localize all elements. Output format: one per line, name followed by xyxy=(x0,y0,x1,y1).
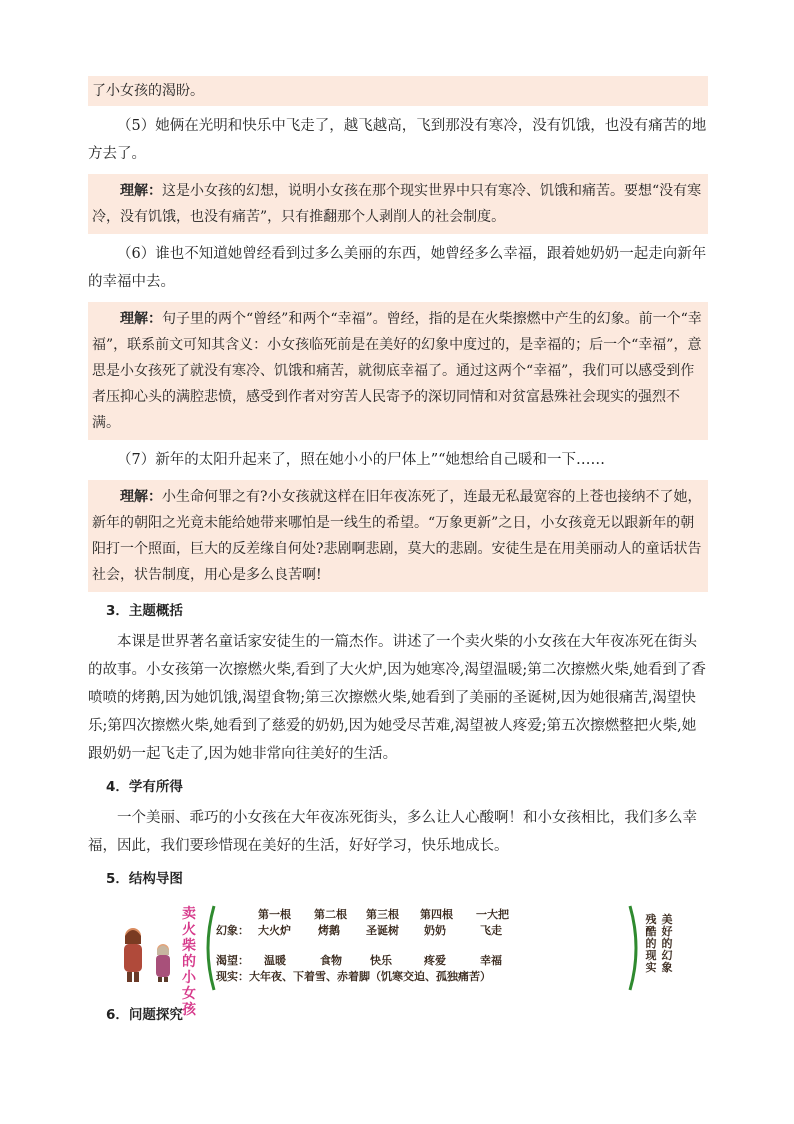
desire-label: 渴望： xyxy=(216,954,249,967)
illusion-3: 圣诞树 xyxy=(366,924,399,937)
section-heading-structure: 5．结构导图 xyxy=(106,871,183,887)
diagram-col-3: 第三根 xyxy=(366,908,399,921)
sentence-5: （5）她俩在光明和快乐中飞走了，越飞越高，飞到那没有寒冷，没有饥饿，也没有痛苦的地方去了。 xyxy=(88,118,707,162)
diagram-right-b: 残酷的现实 xyxy=(645,913,657,974)
understanding-label: 理解： xyxy=(120,489,162,505)
diagram-col-2: 第二根 xyxy=(314,908,347,921)
top-line: 了小女孩的渴盼。 xyxy=(92,83,204,99)
illusion-2: 烤鹅 xyxy=(318,924,340,937)
illusion-5: 飞走 xyxy=(480,924,502,937)
diagram-col-1: 第一根 xyxy=(258,908,291,921)
illusion-label: 幻象： xyxy=(216,924,249,937)
section-heading-theme: 3．主题概括 xyxy=(106,603,183,619)
understanding-text: 小生命何罪之有?小女孩就这样在旧年夜冻死了，连最无私最宽容的上苍也接纳不了她，新年的朝阳之光竟未能给她带来哪怕是一线生的希望。“万象更新”之日，小女孩竟无以跟新年的朝阳打一个照面，巨大的反差缘自何处?悲剧啊悲剧，莫大的悲剧。安徒生是在用美丽动人的童话状告社会，状告制度，用心是多么良苦啊! xyxy=(92,489,702,583)
desire-2: 食物 xyxy=(320,954,342,967)
diagram-col-5: 一大把 xyxy=(476,908,509,921)
diagram-right-a: 美好的幻象 xyxy=(661,913,673,974)
diagram-col-4: 第四根 xyxy=(420,908,453,921)
document-page xyxy=(88,76,708,1032)
understanding-block-top xyxy=(88,76,708,106)
gain-paragraph: 一个美丽、乖巧的小女孩在大年夜冻死街头，多么让人心酸啊！和小女孩相比，我们多么幸福，因此，我们要珍惜现在美好的生活，好好学习，快乐地成长。 xyxy=(88,810,697,854)
sentence-6: （6）谁也不知道她曾经看到过多么美丽的东西，她曾经多么幸福，跟着她奶奶一起走向新年的幸福中去。 xyxy=(88,246,707,290)
grandmother-illustration-icon xyxy=(152,942,174,982)
understanding-text: 这是小女孩的幻想，说明小女孩在那个现实世界中只有寒冷、饥饿和痛苦。要想“没有寒冷，没有饥饿，也没有痛苦”，只有推翻那个人剥削人的社会制度。 xyxy=(92,183,702,225)
section-heading-inquiry: 6．问题探究 xyxy=(106,1007,183,1023)
section-heading-gain: 4．学有所得 xyxy=(106,779,183,795)
desire-1: 温暖 xyxy=(264,954,286,967)
illusion-4: 奶奶 xyxy=(424,924,446,937)
understanding-block-5 xyxy=(88,174,708,234)
understanding-text: 句子里的两个“曾经”和两个“幸福”。曾经，指的是在火柴擦燃中产生的幻象。前一个“幸福”，联系前文可知其含义：小女孩临死前是在美好的幻象中度过的，是幸福的；后一个“幸福”，意思是小女孩死了就没有寒冷、饥饿和痛苦，就彻底幸福了。通过这两个“幸福”，我们可以感受到作者压抑心头的满腔悲愤，感受到作者对穷苦人民寄予的深切同情和对贫富悬殊社会现实的强烈不满。 xyxy=(92,311,702,431)
reality-line: 现实：大年夜、下着雪、赤着脚（饥寒交迫、孤独痛苦） xyxy=(216,970,491,983)
understanding-block-7 xyxy=(88,480,708,592)
theme-paragraph: 本课是世界著名童话家安徒生的一篇杰作。讲述了一个卖火柴的小女孩在大年夜冻死在街头的故事。小女孩第一次擦燃火柴,看到了大火炉,因为她寒冷,渴望温暖;第二次擦燃火柴,她看到了香喷喷的烤鹅,因为她饥饿,渴望食物;第三次擦燃火柴,她看到了美丽的圣诞树,因为她很痛苦,渴望快乐;第四次擦燃火柴,她看到了慈爱的奶奶,因为她受尽苦难,渴望被人疼爱;第五次擦燃整把火柴,她跟奶奶一起飞走了,因为她非常向往美好的生活。 xyxy=(88,634,706,762)
desire-3: 快乐 xyxy=(370,954,392,967)
desire-5: 幸福 xyxy=(480,954,502,967)
desire-4: 疼爱 xyxy=(424,954,446,967)
understanding-label: 理解： xyxy=(120,311,162,327)
illusion-1: 大火炉 xyxy=(258,924,291,937)
understanding-label: 理解： xyxy=(120,183,162,199)
understanding-block-6 xyxy=(88,302,708,440)
diagram-title: 卖火柴的小女孩 xyxy=(182,906,196,1018)
sentence-7: （7）新年的太阳升起来了，照在她小小的尸体上”“她想给自己暖和一下…… xyxy=(117,452,606,468)
girl-illustration-icon xyxy=(118,926,148,982)
